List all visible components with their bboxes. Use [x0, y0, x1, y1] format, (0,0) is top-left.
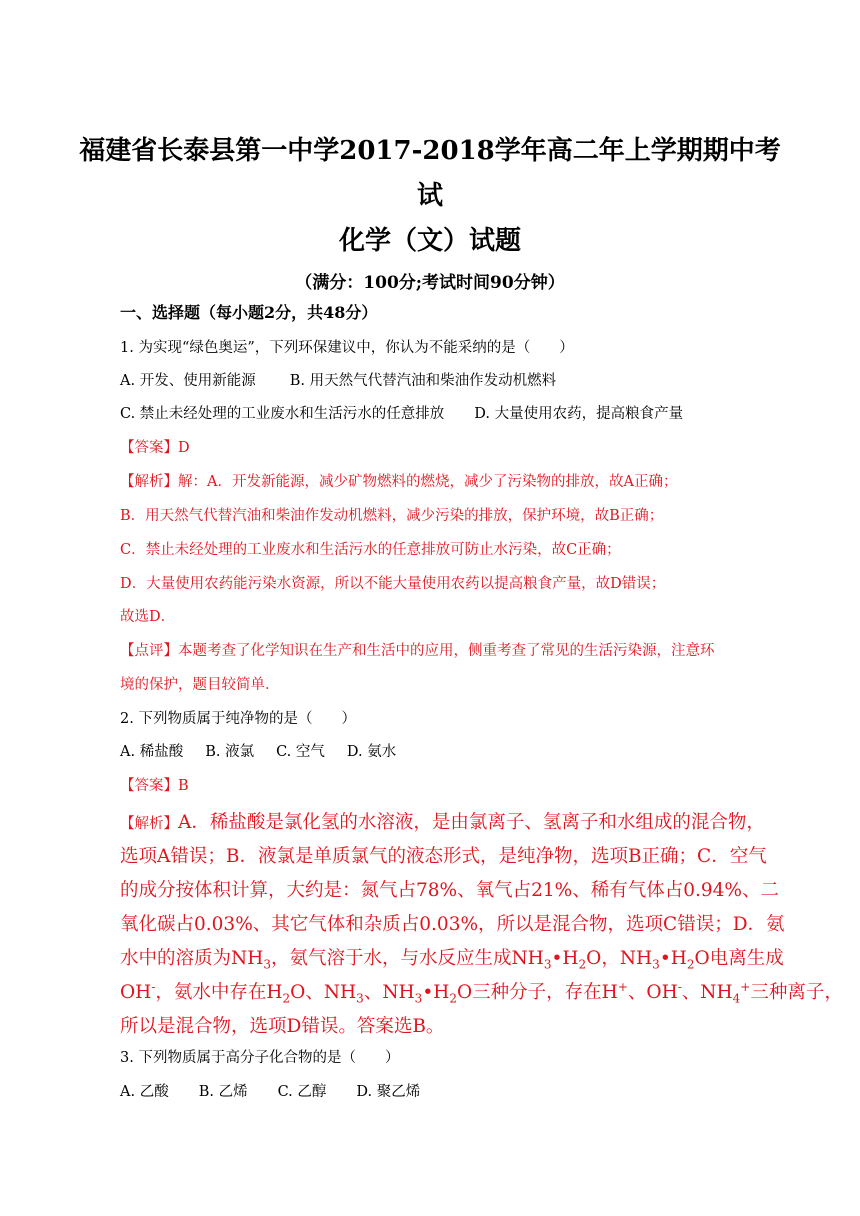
doc-title-line1: 福建省长泰县第一中学2017-2018学年高二年上学期期中考: [79, 136, 781, 166]
q2-analysis-line3: 的成分按体积计算，大约是：氮气占78%、氧气占21%、稀有气体占0.94%、二: [120, 880, 780, 901]
q1-option-b: B. 用天然气代替汽油和柴油作发动机燃料: [289, 373, 557, 389]
analysis-text: 解：A．开发新能源，减少矿物燃料的燃烧，减少了污染物的排放，故A正确；: [178, 474, 678, 490]
subscript: 2: [282, 991, 291, 1006]
text: ，氨水中存在H: [155, 982, 283, 1003]
q1-analysis-line1: [120, 472, 677, 492]
q1-analysis-line4: D．大量使用农药能污染水资源，所以不能大量使用农药以提高粮食产量，故D错误；: [120, 576, 666, 592]
q2-option-d: D. 氨水: [346, 744, 397, 760]
text: ，氨气溶于水，与水反应生成NH: [270, 948, 544, 969]
q1-analysis-line5: 故选D．: [120, 609, 176, 625]
text: 、OH: [627, 982, 678, 1003]
superscript: +: [740, 979, 751, 994]
comment-text: 本题考查了化学知识在生产和生活中的应用，侧重考查了常见的生活污染源，注意环: [178, 643, 715, 659]
text: O，NH: [586, 948, 653, 969]
q1-analysis-line3: C．禁止未经处理的工业废水和生活污水的任意排放可防止水污染，故C正确；: [120, 542, 621, 558]
section-heading: 一、选择题（每小题2分，共48分）: [120, 303, 378, 322]
text: O、NH: [290, 982, 357, 1003]
superscript: -: [677, 979, 682, 994]
q2-option-b: B. 液氯: [205, 744, 255, 760]
q1-option-a: A. 开发、使用新能源: [120, 373, 256, 389]
q2-option-c: C. 空气: [276, 744, 325, 760]
answer-tag: 【答案】: [120, 778, 178, 794]
subscript: 4: [732, 991, 741, 1006]
q2-analysis-line5: [120, 946, 784, 972]
comment-tag: 【点评】: [120, 643, 178, 659]
text: O三种分子，存在H: [457, 982, 618, 1003]
subscript: 3: [414, 991, 423, 1006]
q2-answer: [120, 776, 189, 796]
doc-title-subject: 化学（文）试题: [338, 226, 521, 256]
doc-title-line2: 试: [416, 181, 443, 211]
q2-analysis-line7: 所以是混合物，选项D错误。答案选B。: [120, 1016, 445, 1037]
superscript: -: [151, 979, 156, 994]
subscript: 2: [449, 991, 458, 1006]
analysis-tag: 【解析】: [120, 816, 178, 832]
q1-options-row2: [120, 404, 683, 424]
q3-option-d: D. 聚乙烯: [356, 1084, 421, 1100]
analysis-tag: 【解析】: [120, 474, 178, 490]
subscript: 2: [686, 957, 695, 972]
text: 、NH: [681, 982, 733, 1003]
q2-stem: 2. 下列物质属于纯净物的是（ ）: [120, 711, 356, 727]
text: 水中的溶质为NH: [120, 948, 264, 969]
answer-tag: 【答案】: [120, 440, 178, 456]
answer-value: B: [178, 778, 189, 794]
text: •H: [422, 982, 450, 1003]
q2-options: [120, 742, 432, 762]
q2-analysis-line2: 选项A错误；B．液氯是单质氯气的液态形式，是纯净物，选项B正确；C．空气: [120, 846, 767, 867]
subscript: 3: [263, 957, 271, 972]
q2-analysis-line4: 氧化碳占0.03%、其它气体和杂质占0.03%，所以是混合物，选项C错误；D．氨: [120, 914, 785, 935]
q3-stem: 3. 下列物质属于高分子化合物的是（ ）: [120, 1050, 400, 1066]
subscript: 3: [652, 957, 660, 972]
q1-analysis-line2: B．用天然气代替汽油和柴油作发动机燃料，减少污染的排放，保护环境，故B正确；: [120, 508, 664, 524]
text: 三种离子，: [750, 982, 843, 1003]
subscript: 3: [356, 991, 364, 1006]
q1-stem: 1. 为实现“绿色奥运”，下列环保建议中，你认为不能采纳的是（ ）: [120, 340, 574, 356]
q3-option-c: C. 乙醇: [277, 1084, 327, 1100]
q2-analysis-line1: [120, 810, 765, 837]
q2-analysis-line6: [120, 980, 843, 1006]
q1-option-c: C. 禁止未经处理的工业废水和生活污水的任意排放: [120, 406, 445, 422]
q3-option-b: B. 乙烯: [198, 1084, 248, 1100]
text: OH: [120, 982, 152, 1003]
q2-option-a: A. 稀盐酸: [120, 744, 184, 760]
text: 、NH: [363, 982, 415, 1003]
q3-option-a: A. 乙酸: [120, 1084, 169, 1100]
q3-options: [120, 1082, 456, 1102]
q1-options-row1: [120, 371, 556, 391]
answer-value: D: [178, 440, 190, 456]
score-info: （满分：100分;考试时间90分钟）: [295, 273, 565, 293]
analysis-text: A．稀盐酸是氯化氢的水溶液，是由氯离子、氢离子和水组成的混合物，: [178, 812, 765, 833]
q1-comment-line2: 境的保护，题目较简单．: [120, 677, 280, 693]
q1-answer: [120, 438, 190, 458]
text: •H: [551, 948, 579, 969]
q1-comment-line1: [120, 641, 715, 661]
subscript: 2: [578, 957, 587, 972]
superscript: +: [617, 979, 628, 994]
q1-option-d: D. 大量使用农药，提高粮食产量: [474, 406, 684, 422]
text: O电离生成: [694, 948, 784, 969]
subscript: 3: [543, 957, 552, 972]
text: •H: [659, 948, 687, 969]
